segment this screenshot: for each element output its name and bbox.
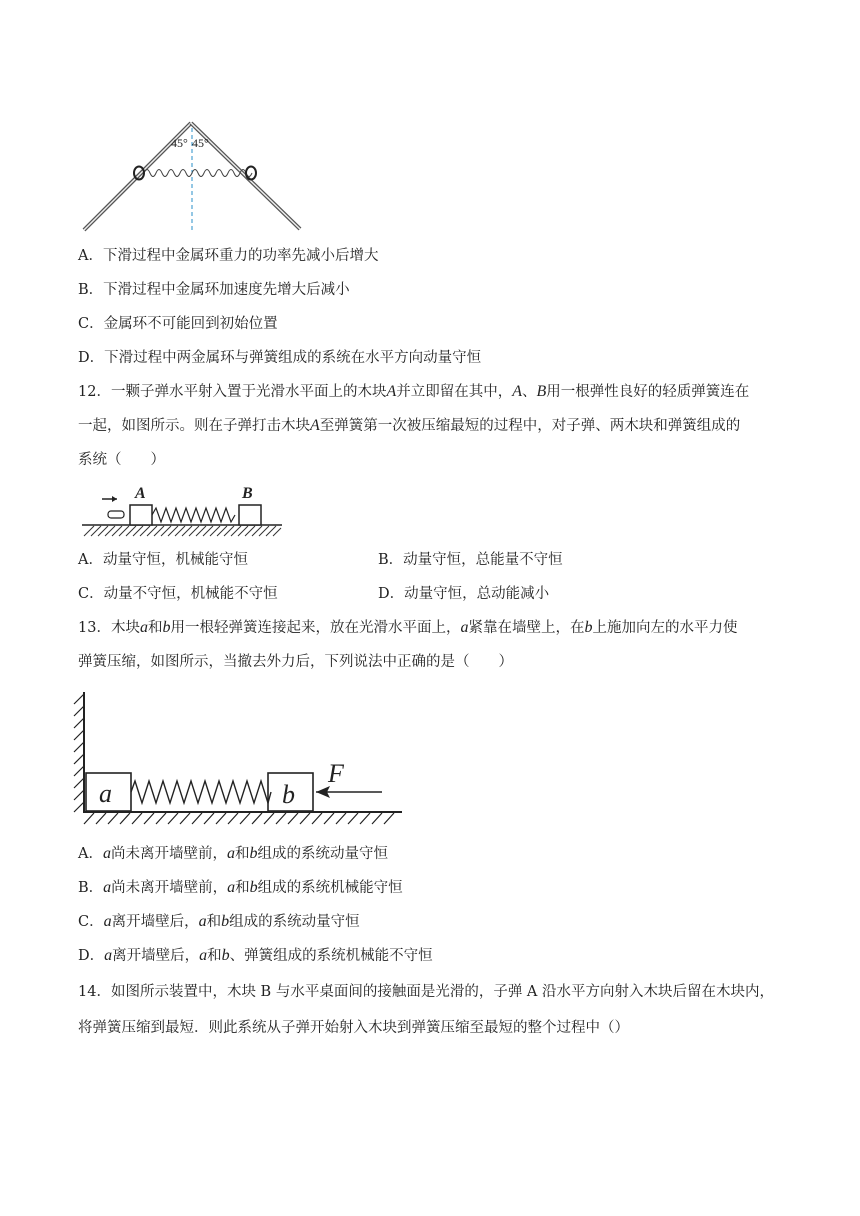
q11-option-c: C．金属环不可能回到初始位置 [78,316,278,332]
q11-option-d: D．下滑过程中两金属环与弹簧组成的系统在水平方向动量守恒 [78,350,482,366]
q12-stem-line3: 系统（ ） [78,452,165,468]
figure-label-b-13: b [282,780,295,809]
force-label-f: F [328,759,344,788]
q12-option-b: B．动量守恒，总能量不守恒 [378,552,563,568]
q13-stem-line2: 弹簧压缩，如图所示，当撤去外力后，下列说法中正确的是（ ） [78,654,513,670]
figure-label-b: B [242,485,253,502]
q13-option-a: A．a尚未离开墙壁前，a和b组成的系统动量守恒 [78,845,388,862]
q12-stem-line1: 12．一颗子弹水平射入置于光滑水平面上的木块A并立即留在其中，A、B用一根弹性良好的轻质弹簧连在 [78,383,750,400]
spring-12 [152,508,235,522]
figure-label-a-13: a [99,779,112,808]
metal-ring-right [246,167,256,180]
q13-option-b: B．a尚未离开墙壁前，a和b组成的系统机械能守恒 [78,879,403,896]
bullet [108,511,124,518]
angle-label-right: 45° [192,136,209,150]
q14-stem-line2: 将弹簧压缩到最短．则此系统从子弹开始射入木块到弹簧压缩至最短的整个过程中（） [78,1020,629,1036]
figure-11-rods-rings-spring [78,100,318,235]
block-a [130,505,152,525]
q14-stem-line1: 14．如图所示装置中，木块 B 与水平桌面间的接触面是光滑的，子弹 A 沿水平方向射入木块后留在木块内， [78,984,775,1000]
q12-stem-line2: 一起，如图所示。则在子弹打击木块A至弹簧第一次被压缩最短的过程中，对子弹、两木块和弹簧组成的 [78,417,741,434]
q12-option-d: D．动量守恒，总动能减小 [378,586,550,602]
spring-13 [131,781,271,803]
q12-option-c: C．动量不守恒，机械能不守恒 [78,586,278,602]
q11-option-a: A．下滑过程中金属环重力的功率先减小后增大 [78,248,379,264]
q13-option-c: C．a离开墙壁后，a和b组成的系统动量守恒 [78,913,360,930]
spring-coils [144,170,252,177]
q13-option-d: D．a离开墙壁后，a和b、弹簧组成的系统机械能不守恒 [78,947,433,964]
figure-12-bullet-blocks-spring [80,478,285,540]
figure-13-wall-blocks-spring-force [70,686,406,826]
q11-option-b: B．下滑过程中金属环加速度先增大后减小 [78,282,350,298]
block-b [239,505,261,525]
q13-stem-line1: 13．木块a和b用一根轻弹簧连接起来，放在光滑水平面上，a紧靠在墙壁上，在b上施加向左的水平力使 [78,619,738,636]
figure-label-a: A [135,485,146,502]
q12-option-a: A．动量守恒，机械能守恒 [78,552,248,568]
angle-label-left: 45° [171,136,188,150]
